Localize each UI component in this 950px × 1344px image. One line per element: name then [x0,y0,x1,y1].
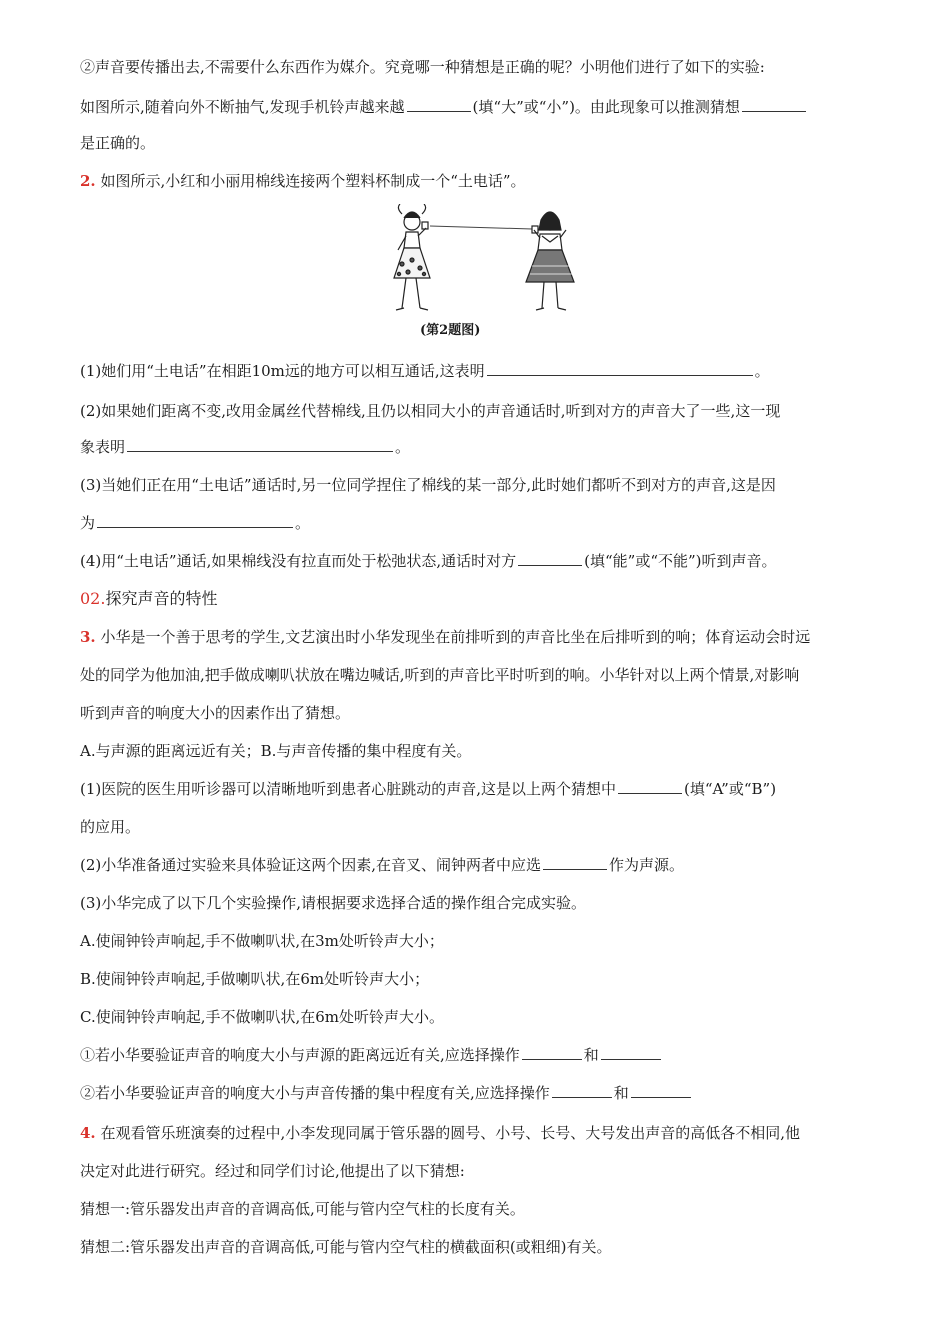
girl-left-illustration [394,204,430,310]
q4-guess1: 猜想一:管乐器发出声音的音调高低,可能与管内空气柱的长度有关。 [80,1200,525,1218]
q2-part3-line2: 为 。 [80,514,311,532]
q3-stem-line3: 听到声音的响度大小的因素作出了猜想。 [80,704,351,722]
q3-part2: (2)小华准备通过实验来具体验证这两个因素,在音叉、闹钟两者中应选 作为声源。 [80,856,685,874]
answer-blank[interactable] [552,1083,612,1098]
q3-part3: (3)小华完成了以下几个实验操作,请根据要求选择合适的操作组合完成实验。 [80,894,587,912]
q3-stem-line1: 3. 小华是一个善于思考的学生,文艺演出时小华发现坐在前排听到的声音比坐在后排听到的响；体育运动会时远 [80,628,811,646]
answer-blank[interactable] [518,551,582,566]
question-number: 2. [80,172,96,190]
q3-option-b: B.使闹钟铃声响起,手做喇叭状,在6m处听铃声大小； [80,970,430,988]
q3-sub1: ①若小华要验证声音的响度大小与声源的距离远近有关,应选择操作 和 [80,1044,878,1066]
answer-blank[interactable] [631,1083,691,1098]
answer-blank[interactable] [407,97,471,112]
figure-caption: (第2题图) [420,323,481,338]
q2-part2-line2: 象表明 。 [80,438,411,456]
q3-part1-line1: (1)医院的医生用听诊器可以清晰地听到患者心脏跳动的声音,这是以上两个猜想中 (填“A”或“B”) [80,780,777,798]
q1-line2: 如图所示,随着向外不断抽气,发现手机铃声越来越 (填“大”或“小”)。由此现象可以推测猜想 [80,96,878,118]
q1-line1: ②声音要传播出去,不需要什么东西作为媒介。究竟哪一种猜想是正确的呢？小明他们进行了如下的实验: [80,58,765,76]
q3-part1-line2: 的应用。 [80,818,141,836]
q2-part4: (4)用“土电话”通话,如果棉线没有拉直而处于松弛状态,通话时对方 (填“能”或“不能”)听到声音。 [80,552,777,570]
q3-sub2: ②若小华要验证声音的响度大小与声音传播的集中程度有关,应选择操作 和 [80,1082,878,1104]
answer-blank[interactable] [601,1045,661,1060]
q2-part2-line1: (2)如果她们距离不变,改用金属丝代替棉线,且仍以相同大小的声音通话时,听到对方的声音大了一些,这一现 [80,402,781,420]
q3-stem-line2: 处的同学为他加油,把手做成喇叭状放在嘴边喊话,听到的声音比平时听到的响。小华针对以上两个情景,对影响 [80,666,800,684]
q4-guess2: 猜想二:管乐器发出声音的音调高低,可能与管内空气柱的横截面积(或粗细)有关。 [80,1238,612,1256]
answer-blank[interactable] [487,361,753,376]
answer-blank[interactable] [618,779,682,794]
answer-blank[interactable] [742,97,806,112]
q1-line3: 是正确的。 [80,134,156,152]
girl-right-illustration [526,212,574,310]
section-title: 探究声音的特性 [105,589,218,608]
q4-stem-line2: 决定对此进行研究。经过和同学们讨论,他提出了以下猜想: [80,1162,465,1180]
section-heading [80,588,878,610]
section-number: 02. [80,589,106,608]
answer-blank[interactable] [522,1045,582,1060]
answer-blank[interactable] [543,855,607,870]
question-number: 4. [80,1124,96,1142]
q3-guesses: A.与声源的距离远近有关；B.与声音传播的集中程度有关。 [80,742,472,760]
q3-option-c: C.使闹钟铃声响起,手不做喇叭状,在6m处听铃声大小。 [80,1008,445,1026]
tin-can-telephone-figure [382,204,582,320]
q2-stem: 2. 如图所示,小红和小丽用棉线连接两个塑料杯制成一个“土电话”。 [80,172,526,190]
q3-option-a: A.使闹钟铃声响起,手不做喇叭状,在3m处听铃声大小； [80,932,444,950]
answer-blank[interactable] [127,437,393,452]
q4-stem-line1: 4. 在观看管乐班演奏的过程中,小李发现同属于管乐器的圆号、小号、长号、大号发出声音的高低各不相同,他 [80,1124,800,1142]
answer-blank[interactable] [97,513,293,528]
q2-part3-line1: (3)当她们正在用“土电话”通话时,另一位同学捏住了棉线的某一部分,此时她们都听不到对方的声音,这是因 [80,476,776,494]
q2-part1: (1)她们用“土电话”在相距10m远的地方可以相互通话,这表明 。 [80,362,770,380]
question-number: 3. [80,628,96,646]
